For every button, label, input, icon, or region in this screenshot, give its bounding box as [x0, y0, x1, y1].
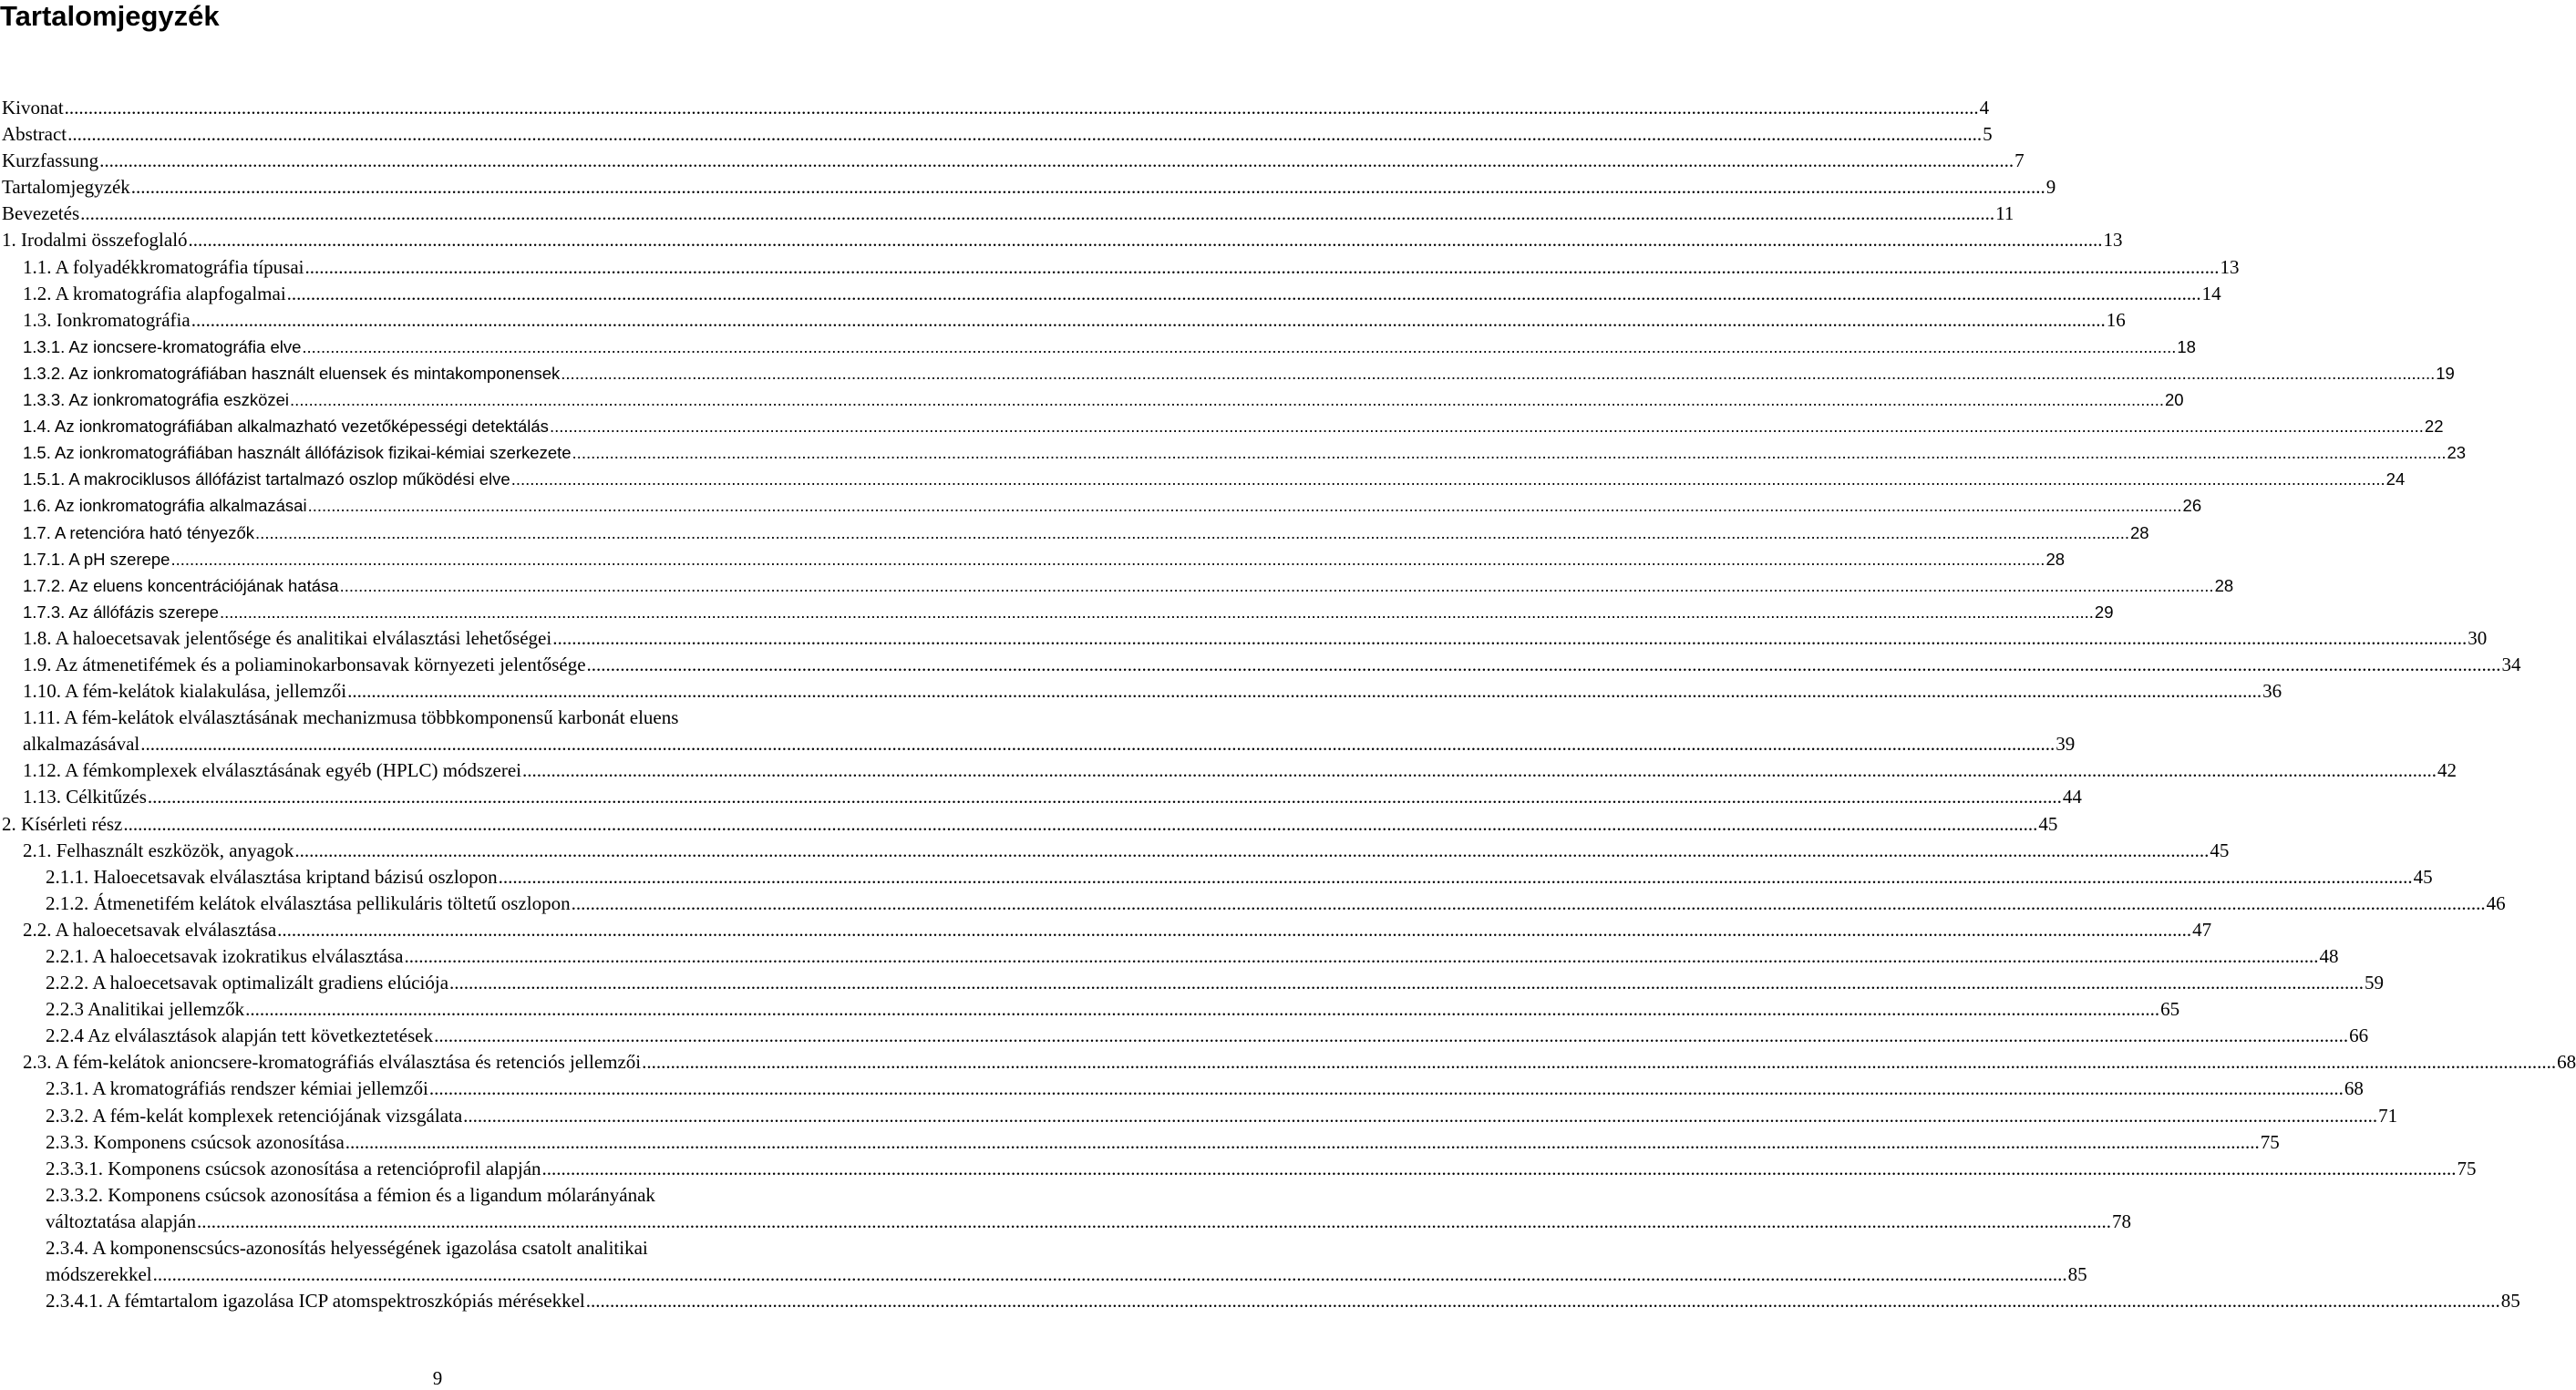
toc-entry-title: 1.7.2. Az eluens koncentrációjának hatása: [23, 575, 339, 595]
toc-entry[interactable]: [0, 95, 1990, 121]
dot-leader: ................................................................................................................................................................................................................................................................................................................................................................................................................: [449, 972, 2365, 994]
toc-entry-title: 2.3.3.1. Komponens csúcsok azonosítása a retencióprofil alapján: [46, 1157, 541, 1179]
toc-page-number: 13: [2220, 255, 2240, 278]
toc-entry[interactable]: [0, 413, 2444, 439]
toc-entry-title: 1.9. Az átmenetifémek és a poliaminokarbonsavak környezeti jelentősége: [23, 653, 586, 675]
toc-page-number: 68: [2344, 1077, 2364, 1100]
toc-page-number: 23: [2447, 443, 2467, 463]
toc-entry[interactable]: [0, 121, 1993, 148]
dot-leader: ................................................................................................................................................................................................................................................................................................................................................................................................................: [510, 469, 2385, 489]
toc-entry-title: Kivonat: [2, 97, 64, 118]
toc-entry[interactable]: [0, 546, 2066, 572]
dot-leader: ................................................................................................................................................................................................................................................................................................................................................................................................................: [197, 1210, 2111, 1232]
toc-entry-title: 1.3.3. Az ionkromatográfia eszközei: [23, 390, 290, 410]
toc-entry[interactable]: [0, 970, 2385, 996]
toc-entry[interactable]: [0, 360, 2455, 386]
toc-entry-title: 1.8. A haloecetsavak jelentősége és analitikai elválasztási lehetőségei: [23, 626, 552, 649]
dot-leader: ................................................................................................................................................................................................................................................................................................................................................................................................................: [561, 363, 2436, 383]
toc-entry-title: 1.4. Az ionkromatográfiában alkalmazható vezetőképességi detektálás: [23, 417, 549, 437]
toc-entry[interactable]: [0, 678, 2282, 705]
dot-leader: ................................................................................................................................................................................................................................................................................................................................................................................................................: [80, 202, 1995, 225]
dot-leader: ................................................................................................................................................................................................................................................................................................................................................................................................................: [498, 865, 2413, 888]
dot-leader: ................................................................................................................................................................................................................................................................................................................................................................................................................: [294, 839, 2210, 861]
toc-entry-title: 2.3.1. A kromatográfiás rendszer kémiai jellemzői: [46, 1077, 428, 1100]
toc-entry[interactable]: [0, 1288, 2520, 1314]
toc-page-number: 18: [2177, 336, 2196, 356]
toc-entry[interactable]: [0, 996, 2180, 1023]
dot-leader: ................................................................................................................................................................................................................................................................................................................................................................................................................: [140, 733, 2056, 756]
toc-entry-title: 1.13. Célkitűzés: [23, 786, 147, 808]
toc-entry-title: 2.2.4 Az elválasztások alapján tett következtetések: [46, 1024, 434, 1047]
dot-leader: ................................................................................................................................................................................................................................................................................................................................................................................................................: [277, 918, 2192, 941]
dot-leader: ................................................................................................................................................................................................................................................................................................................................................................................................................: [586, 653, 2501, 675]
dot-leader: ................................................................................................................................................................................................................................................................................................................................................................................................................: [191, 308, 2106, 331]
toc-page-number: 30: [2468, 626, 2488, 649]
toc-entry[interactable]: [0, 757, 2458, 784]
dot-leader: ................................................................................................................................................................................................................................................................................................................................................................................................................: [585, 1290, 2500, 1313]
dot-leader: ................................................................................................................................................................................................................................................................................................................................................................................................................: [549, 417, 2424, 437]
toc-entry-title: 2.3.3.2. Komponens csúcsok azonosítása a fémion és a ligandum mólarányának: [46, 1183, 655, 1206]
toc-entry[interactable]: [0, 201, 2014, 227]
toc-page-number: 44: [2062, 786, 2082, 808]
dot-leader: ................................................................................................................................................................................................................................................................................................................................................................................................................: [339, 575, 2214, 595]
dot-leader: ................................................................................................................................................................................................................................................................................................................................................................................................................: [463, 1104, 2378, 1127]
toc-page-number: 24: [2385, 469, 2406, 489]
dot-leader: ................................................................................................................................................................................................................................................................................................................................................................................................................: [170, 549, 2045, 569]
toc-entry-title: 2.3.4.1. A fémtartalom igazolása ICP atomspektroszkópiás mérésekkel: [46, 1290, 585, 1313]
toc-entry-title: 1.1. A folyadékkromatográfia típusai: [23, 255, 304, 278]
toc-page-number: 59: [2365, 972, 2385, 994]
toc-page-number: 19: [2436, 363, 2455, 383]
dot-leader: ................................................................................................................................................................................................................................................................................................................................................................................................................: [302, 336, 2177, 356]
toc-page-number: 26: [2182, 496, 2202, 516]
toc-entry-title: 2.2.2. A haloecetsavak optimalizált gradiens elúciója: [46, 972, 449, 994]
toc-page-number: 45: [2210, 839, 2230, 861]
dot-leader: ................................................................................................................................................................................................................................................................................................................................................................................................................: [434, 1024, 2349, 1047]
toc-entry-title: Bevezetés: [2, 202, 80, 225]
page-title: Tartalomjegyzék: [0, 0, 220, 32]
toc-page-number: 13: [2103, 229, 2123, 252]
toc-entry[interactable]: [0, 599, 2114, 625]
toc-page-number: 20: [2165, 390, 2184, 410]
toc-entry-title: 1.11. A fém-kelátok elválasztásának mechanizmusa többkomponensű karbonát eluens: [23, 706, 679, 729]
toc-entry-title: 1.3.2. Az ionkromatográfiában használt eluensek és mintakomponensek: [23, 363, 561, 383]
toc-entry-title: Kurzfassung: [2, 149, 99, 172]
toc-page-number: 48: [2319, 945, 2339, 967]
dot-leader: ................................................................................................................................................................................................................................................................................................................................................................................................................: [188, 229, 2103, 252]
toc-entry-title: 1. Irodalmi összefoglaló: [2, 229, 188, 252]
dot-leader: ................................................................................................................................................................................................................................................................................................................................................................................................................: [404, 945, 2319, 967]
dot-leader: ................................................................................................................................................................................................................................................................................................................................................................................................................: [347, 680, 2262, 703]
toc-entry[interactable]: [0, 1235, 2087, 1288]
dot-leader: ................................................................................................................................................................................................................................................................................................................................................................................................................: [572, 443, 2447, 463]
toc-entry[interactable]: [0, 227, 2123, 253]
dot-leader: ................................................................................................................................................................................................................................................................................................................................................................................................................: [152, 1263, 2067, 1286]
toc-page-number: 29: [2094, 602, 2114, 622]
toc-page-number: 11: [1995, 202, 2014, 225]
dot-leader: ................................................................................................................................................................................................................................................................................................................................................................................................................: [541, 1157, 2457, 1179]
toc-entry-title: 2.1.1. Haloecetsavak elválasztása kriptand bázisú oszlopon: [46, 865, 498, 888]
toc-entry-title: 1.12. A fémkomplexek elválasztásának egyéb (HPLC) módszerei: [23, 759, 522, 782]
toc-page-number: 14: [2201, 282, 2221, 304]
toc-entry-title-continuation: alkalmazásával: [23, 733, 140, 756]
toc-page-number: 28: [2045, 549, 2066, 569]
toc-entry[interactable]: [0, 1103, 2398, 1129]
toc-page-number: 16: [2106, 308, 2126, 331]
toc-entry[interactable]: [0, 943, 2339, 970]
toc-entry[interactable]: [0, 1182, 2131, 1235]
toc-page-number: 22: [2424, 417, 2444, 437]
toc-entry-title: 2.2. A haloecetsavak elválasztása: [23, 918, 277, 941]
dot-leader: ................................................................................................................................................................................................................................................................................................................................................................................................................: [304, 255, 2220, 278]
dot-leader: ................................................................................................................................................................................................................................................................................................................................................................................................................: [307, 496, 2182, 516]
toc-entry[interactable]: [0, 1129, 2280, 1156]
dot-leader: ................................................................................................................................................................................................................................................................................................................................................................................................................: [290, 390, 2165, 410]
toc-entry-title: 1.7.3. Az állófázis szerepe: [23, 602, 219, 622]
toc-entry-title: 2.2.1. A haloecetsavak izokratikus elválasztása: [46, 945, 404, 967]
dot-leader: ................................................................................................................................................................................................................................................................................................................................................................................................................: [99, 149, 2014, 172]
toc-entry[interactable]: [0, 439, 2467, 466]
toc-entry[interactable]: [0, 148, 2025, 174]
toc-entry-title: 1.3.1. Az ioncsere-kromatográfia elve: [23, 336, 302, 356]
dot-leader: ................................................................................................................................................................................................................................................................................................................................................................................................................: [147, 786, 2062, 808]
toc-entry[interactable]: [0, 492, 2202, 519]
toc-entry[interactable]: [0, 572, 2234, 599]
toc-page-number: 65: [2160, 998, 2180, 1021]
toc-entry-title: 2.3.4. A komponenscsúcs-azonosítás helyességének igazolása csatolt analitikai: [46, 1237, 648, 1260]
toc-entry-title: 1.2. A kromatográfia alapfogalmai: [23, 282, 286, 304]
toc-entry[interactable]: [0, 784, 2082, 810]
toc-entry[interactable]: [0, 838, 2230, 864]
toc-page-number: 28: [2214, 575, 2234, 595]
toc-page-number: 28: [2130, 522, 2149, 542]
toc-page-number: 9: [2045, 176, 2056, 199]
toc-entry-title-continuation: módszerekkel: [46, 1263, 152, 1286]
dot-leader: ................................................................................................................................................................................................................................................................................................................................................................................................................: [130, 176, 2045, 199]
toc-page-number: 75: [2260, 1130, 2280, 1153]
toc-entry-title: 2.3. A fém-kelátok anioncsere-kromatográfiás elválasztása és retenciós jellemzői: [23, 1051, 642, 1074]
toc-entry-title-continuation: változtatása alapján: [46, 1210, 196, 1232]
toc-entry[interactable]: [0, 1049, 2576, 1076]
toc-entry[interactable]: [0, 864, 2433, 891]
dot-leader: ................................................................................................................................................................................................................................................................................................................................................................................................................: [286, 282, 2201, 304]
toc-entry-title: 1.6. Az ionkromatográfia alkalmazásai: [23, 496, 307, 516]
dot-leader: ................................................................................................................................................................................................................................................................................................................................................................................................................: [571, 891, 2486, 914]
dot-leader: ................................................................................................................................................................................................................................................................................................................................................................................................................: [255, 522, 2130, 542]
toc-page-number: 46: [2486, 891, 2506, 914]
toc-entry[interactable]: [0, 281, 2221, 307]
toc-entry-title: 1.5. Az ionkromatográfiában használt állófázisok fizikai-kémiai szerkezete: [23, 443, 572, 463]
toc-entry-title: 1.10. A fém-kelátok kialakulása, jellemzői: [23, 680, 347, 703]
toc-entry-title: 2.1. Felhasznált eszközök, anyagok: [23, 839, 294, 861]
toc-entry[interactable]: [0, 1156, 2477, 1182]
toc-entry-title: 2.3.2. A fém-kelát komplexek retenciójának vizsgálata: [46, 1104, 463, 1127]
toc-entry-title: 1.5.1. A makrociklusos állófázist tartalmazó oszlop működési elve: [23, 469, 510, 489]
toc-entry-title: 1.3. Ionkromatográfia: [23, 308, 191, 331]
table-of-contents: [0, 95, 2576, 1314]
toc-entry[interactable]: [0, 1023, 2369, 1049]
toc-page-number: 45: [2413, 865, 2433, 888]
toc-entry-title: 1.7. A retencióra ható tényezők: [23, 522, 255, 542]
dot-leader: ................................................................................................................................................................................................................................................................................................................................................................................................................: [245, 998, 2160, 1021]
dot-leader: ................................................................................................................................................................................................................................................................................................................................................................................................................: [67, 123, 1983, 146]
toc-entry[interactable]: [0, 811, 2058, 838]
toc-page-number: 7: [2014, 149, 2025, 172]
toc-page-number: 75: [2457, 1157, 2477, 1179]
dot-leader: ................................................................................................................................................................................................................................................................................................................................................................................................................: [345, 1130, 2260, 1153]
toc-entry[interactable]: [0, 334, 2196, 360]
toc-entry[interactable]: [0, 917, 2212, 943]
dot-leader: ................................................................................................................................................................................................................................................................................................................................................................................................................: [123, 812, 2038, 835]
toc-entry-title: 2.2.3 Analitikai jellemzők: [46, 998, 245, 1021]
toc-entry-title: Tartalomjegyzék: [2, 176, 130, 199]
toc-page-number: 66: [2349, 1024, 2369, 1047]
toc-entry[interactable]: [0, 174, 2056, 201]
toc-entry-title: 2. Kísérleti rész: [2, 812, 123, 835]
dot-leader: ................................................................................................................................................................................................................................................................................................................................................................................................................: [522, 759, 2437, 782]
dot-leader: ................................................................................................................................................................................................................................................................................................................................................................................................................: [552, 626, 2468, 649]
toc-page-number: 42: [2437, 759, 2458, 782]
toc-entry-title: 2.3.3. Komponens csúcsok azonosítása: [46, 1130, 345, 1153]
toc-entry-title: Abstract: [2, 123, 67, 146]
toc-page-number: 71: [2378, 1104, 2398, 1127]
toc-entry-title: 2.1.2. Átmenetifém kelátok elválasztása pellikuláris töltetű oszlopon: [46, 891, 571, 914]
toc-entry-title: 1.7.1. A pH szerepe: [23, 549, 170, 569]
toc-page-number: 85: [2067, 1263, 2087, 1286]
toc-page-number: 45: [2038, 812, 2058, 835]
toc-entry[interactable]: [0, 705, 2076, 757]
toc-page-number: 47: [2192, 918, 2212, 941]
dot-leader: ................................................................................................................................................................................................................................................................................................................................................................................................................: [642, 1051, 2557, 1074]
toc-entry[interactable]: [0, 466, 2406, 492]
toc-page-number: 36: [2262, 680, 2282, 703]
page-number: 9: [432, 1367, 443, 1389]
toc-entry[interactable]: [0, 520, 2149, 546]
toc-entry[interactable]: [0, 386, 2184, 413]
toc-page-number: 85: [2500, 1290, 2520, 1313]
toc-entry[interactable]: [0, 254, 2240, 281]
toc-page-number: 78: [2112, 1210, 2131, 1232]
toc-page-number: 4: [1979, 97, 1990, 118]
toc-page-number: 5: [1983, 123, 1993, 146]
toc-entry[interactable]: [0, 307, 2126, 334]
toc-page-number: 34: [2501, 653, 2521, 675]
dot-leader: ................................................................................................................................................................................................................................................................................................................................................................................................................: [64, 97, 1979, 118]
toc-entry[interactable]: [0, 652, 2521, 678]
dot-leader: ................................................................................................................................................................................................................................................................................................................................................................................................................: [428, 1077, 2344, 1100]
dot-leader: ................................................................................................................................................................................................................................................................................................................................................................................................................: [219, 602, 2094, 622]
toc-entry[interactable]: [0, 625, 2488, 652]
toc-page-number: 68: [2557, 1051, 2576, 1074]
toc-page-number: 39: [2056, 733, 2076, 756]
toc-entry[interactable]: [0, 1076, 2364, 1102]
toc-entry[interactable]: [0, 891, 2506, 917]
